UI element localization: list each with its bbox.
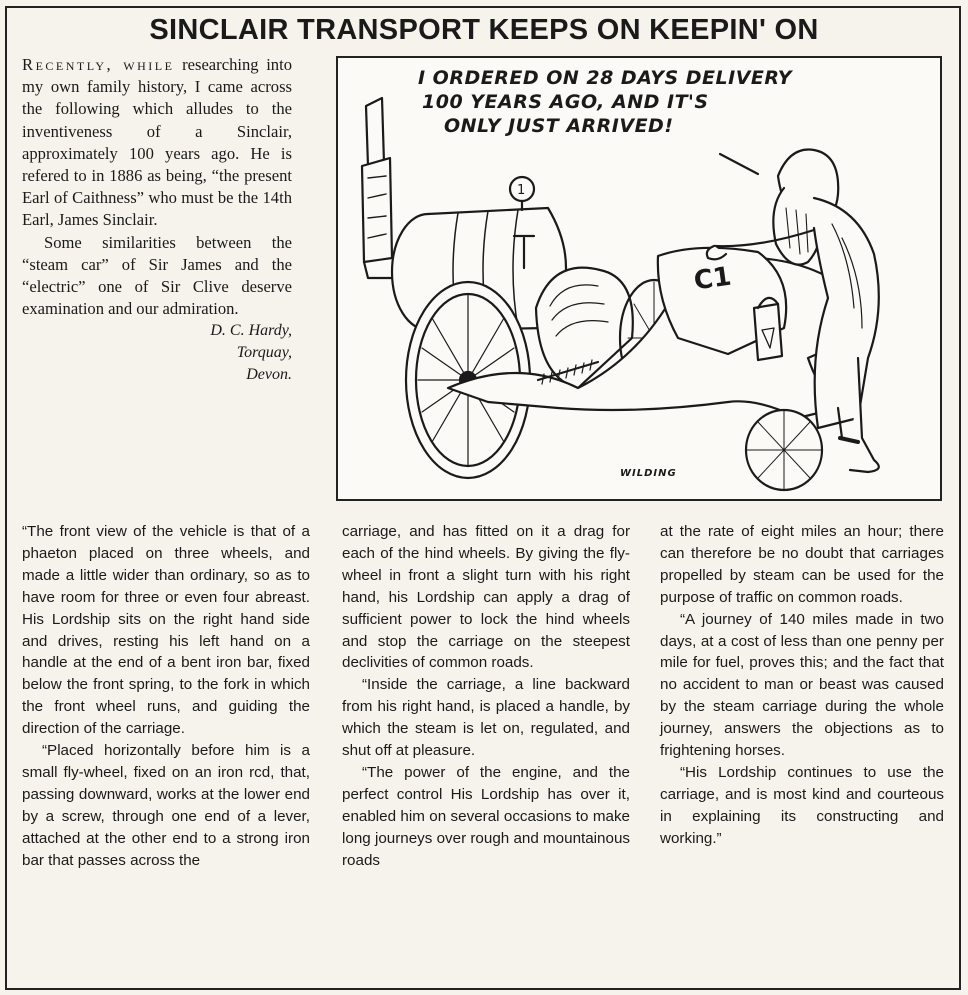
signature-county: Devon. xyxy=(246,366,292,384)
col1-paragraph-1: “The front view of the vehicle is that of a phaeton placed on three wheels, and made a little wider than ordinary, so as to have room for three or even four abreast. His Lordship sits on the right hand side and drives, resting his left hand on a handle at the end of a bent iron bar, fixed below the front spring, to the fork in which the front wheel runs, and guiding the direction of the carriage. xyxy=(22,523,310,738)
col3-paragraph-2: “A journey of 140 miles made in two days, at a cost of less than one penny per mile for fuel, proves this; and the fact that no accident to man or beast was caused by the steam carriage during the whole journey, answers the objections as to frightening horses. xyxy=(660,610,944,760)
signature-town: Torquay, xyxy=(236,344,292,362)
article-column-3 xyxy=(660,521,944,850)
letter-block xyxy=(22,54,292,386)
col2-paragraph-1: carriage, and has fitted on it a drag for each of the hind wheels. By giving the fly-wheel in front a slight turn with his right hand, his Lordship can apply a drag of sufficient power to lock the hind wheels and stop the carriage on the steepest declivities of common roads. xyxy=(342,523,630,672)
vehicle-label: C1 xyxy=(692,261,734,297)
svg-text:1: 1 xyxy=(517,183,526,198)
cartoon-panel xyxy=(336,56,942,501)
headline: SINCLAIR TRANSPORT KEEPS ON KEEPIN' ON xyxy=(149,14,819,46)
col1-paragraph-2: “Placed horizontally before him is a small fly-wheel, fixed on an iron rcd, that, passing downward, works at the lower end by a screw, through one end of a lever, attached at the other end to a strong iron bar that passes across the xyxy=(22,742,310,869)
col3-paragraph-3: “His Lordship continues to use the carriage, and is most kind and courteous in explaining its constructing and working.” xyxy=(660,763,944,847)
signature-name: D. C. Hardy, xyxy=(210,322,292,340)
col3-paragraph-1: at the rate of eight miles an hour; there can therefore be no doubt that carriages propelled by steam can be used for the purpose of traffic on common roads. xyxy=(660,523,944,606)
letter-lead-in: Recently, while xyxy=(22,55,175,74)
speech-line-1: I ORDERED ON 28 DAYS DELIVERY xyxy=(418,67,793,89)
letter-paragraph-1-text: researching into my own family history, I came across the following which alludes to the inventiveness of a Sinclair, approximately 100 years ago. He is refered to in 1886 as being, “the present Earl of Caithness” who must be the 14th Earl, James Sinclair. xyxy=(22,55,293,230)
article-column-1 xyxy=(22,521,310,872)
col2-paragraph-2: “Inside the carriage, a line backward from his right hand, is placed a handle, by which the steam is let on, regulated, and shut off at pleasure. xyxy=(342,676,630,760)
col2-paragraph-3: “The power of the engine, and the perfect control His Lordship has over it, enabled him on several occasions to make long journeys over rough and mountainous roads xyxy=(342,763,630,869)
speech-line-2: 100 YEARS AGO, AND IT'S xyxy=(422,91,709,113)
cartoon-speech xyxy=(418,66,938,138)
letter-paragraph-2: Some similarities between the “steam car” of Sir James and the “electric” one of Sir Clive deserve examination and our admiration. xyxy=(22,232,292,319)
letter-paragraph-1 xyxy=(22,54,292,232)
artist-signature: WILDING xyxy=(620,468,677,479)
letter-signature xyxy=(22,320,292,386)
speech-line-3: ONLY JUST ARRIVED! xyxy=(444,115,674,137)
article-column-2 xyxy=(342,521,630,872)
